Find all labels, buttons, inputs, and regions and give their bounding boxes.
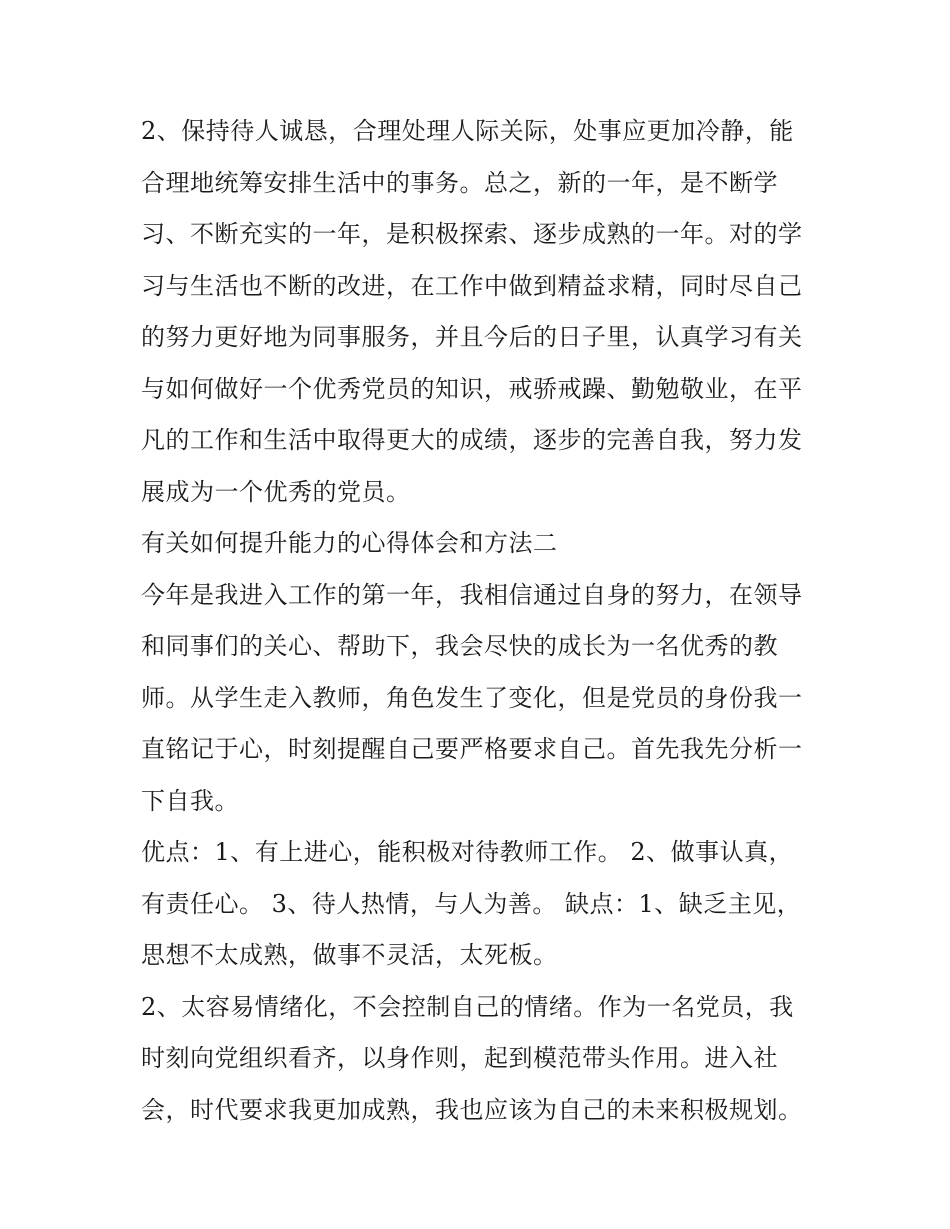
paragraph-4 [141, 982, 831, 1137]
text-line: 2、太容易情绪化，不会控制自己的情绪。作为一名党员，我 [141, 992, 794, 1021]
text-line: 时刻向党组织看齐，以身作则，起到模范带头作用。进入社 [141, 1044, 778, 1072]
text-line: 习与生活也不断的改进，在工作中做到精益求精，同时尽自己 [141, 271, 803, 300]
text-line: 思想不太成熟，做事不灵活，太死板。 [141, 941, 558, 969]
text-line: 展成为一个优秀的党员。 [141, 477, 411, 506]
text-line: 今年是我进入工作的第一年，我相信通过自身的努力，在领导 [141, 580, 803, 609]
text-line: 优点：1、有上进心，能积极对待教师工作。 2、做事认真， [141, 838, 794, 866]
text-line: 会，时代要求我更加成熟，我也应该为自己的未来积极规划。 [141, 1095, 803, 1124]
paragraph-1 [141, 106, 831, 518]
text-line: 的努力更好地为同事服务，并且今后的日子里，认真学习有关 [141, 323, 803, 351]
text-line: 2、保持待人诚恳，合理处理人际关际，处事应更加冷静，能 [141, 117, 794, 145]
section-heading [141, 518, 831, 570]
heading-text: 有关如何提升能力的心得体会和方法二 [141, 529, 558, 557]
text-line: 和同事们的关心、帮助下，我会尽快的成长为一名优秀的教 [141, 632, 778, 660]
text-line: 下自我。 [141, 786, 239, 815]
paragraph-2 [141, 570, 831, 828]
text-line: 凡的工作和生活中取得更大的成绩，逐步的完善自我，努力发 [141, 426, 803, 454]
text-line: 直铭记于心，时刻提醒自己要严格要求自己。首先我先分析一 [141, 735, 803, 763]
document-body [141, 106, 831, 1136]
text-line: 有责任心。 3、待人热情，与人为善。 缺点：1、缺乏主见， [141, 889, 802, 918]
text-line: 师。从学生走入教师，角色发生了变化，但是党员的身份我一 [141, 683, 803, 712]
text-line: 合理地统筹安排生活中的事务。总之，新的一年，是不断学 [141, 168, 778, 197]
paragraph-3 [141, 827, 831, 982]
text-line: 习、不断充实的一年，是积极探索、逐步成熟的一年。对的学 [141, 220, 803, 248]
text-line: 与如何做好一个优秀党员的知识，戒骄戒躁、勤勉敬业，在平 [141, 374, 803, 403]
